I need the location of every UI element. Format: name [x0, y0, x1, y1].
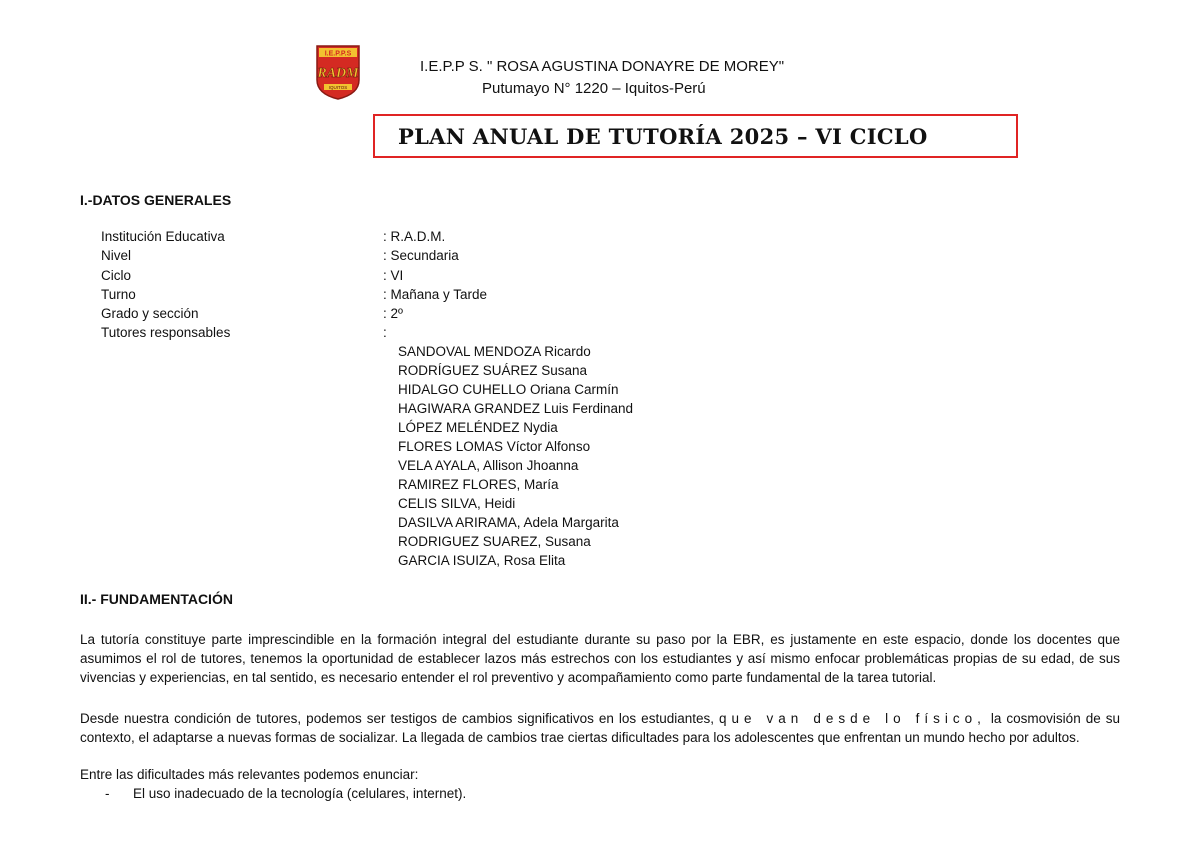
paragraph-2-spaced: que van desde lo físico,: [719, 711, 986, 726]
section-heading-fundamentacion: II.- FUNDAMENTACIÓN: [80, 591, 233, 607]
field-value: : 2º: [383, 306, 403, 321]
field-row-institucion: [101, 229, 701, 248]
tutor-name: RODRIGUEZ SUAREZ, Susana: [398, 534, 591, 549]
field-label: Nivel: [101, 248, 132, 263]
field-label: Turno: [101, 287, 136, 302]
logo-main-text: RADM: [317, 66, 359, 81]
field-value: : R.A.D.M.: [383, 229, 446, 244]
field-value: : VI: [383, 268, 404, 283]
field-value: : Secundaria: [383, 248, 459, 263]
bullet-marker: -: [105, 786, 110, 801]
bullet-item: El uso inadecuado de la tecnología (celulares, internet).: [133, 786, 467, 801]
tutor-name: VELA AYALA, Allison Jhoanna: [398, 458, 579, 473]
section-heading-datos-generales: I.-DATOS GENERALES: [80, 192, 232, 208]
field-label: Tutores responsables: [101, 325, 231, 340]
field-value: : Mañana y Tarde: [383, 287, 488, 302]
field-row-nivel: [101, 248, 701, 267]
field-label: Ciclo: [101, 268, 132, 283]
school-logo-emblem: [314, 44, 362, 100]
tutor-name: GARCIA ISUIZA, Rosa Elita: [398, 553, 566, 568]
school-logo: [314, 44, 362, 100]
field-label: Grado y sección: [101, 306, 199, 321]
paragraph-1: La tutoría constituye parte imprescindible en la formación integral del estudiante durante su paso por la EBR, es justamente en este espacio, donde los docentes que asumimos el rol de tutores, tenemos la oportunidad de establecer lazos más estrechos con los estudiantes y así mismo enfocar problemáticas propias de su edad, de sus vivencias y experiencias, en tal sentido, es necesario entender el rol preventivo y acompañamiento como parte fundamental de la tarea tutorial.: [80, 632, 1120, 685]
field-row-grado: [101, 306, 701, 325]
title-box: [373, 114, 1018, 158]
tutor-name: LÓPEZ MELÉNDEZ Nydia: [398, 420, 558, 435]
school-address: Putumayo N° 1220 – Iquitos-Perú: [482, 80, 706, 97]
paragraph-3: Entre las dificultades más relevantes podemos enunciar:: [80, 767, 419, 782]
field-label: Institución Educativa: [101, 229, 225, 244]
tutor-name: HIDALGO CUHELLO Oriana Carmín: [398, 382, 619, 397]
paragraph-2-start: Desde nuestra condición de tutores, podemos ser testigos de cambios significativos en los estudiantes,: [80, 711, 714, 726]
tutor-name: HAGIWARA GRANDEZ Luis Ferdinand: [398, 401, 634, 416]
paragraph-2-end: la cosmovisión de su contexto, el adaptarse a nuevas formas de socializar. La llegada de cambios trae ciertas dificultades para los adolescentes que enfrentan un mundo hecho por adultos.: [80, 711, 1120, 745]
school-name: I.E.P.P S. " ROSA AGUSTINA DONAYRE DE MOREY": [420, 58, 785, 75]
logo-bottom-text: IQUITOS: [328, 85, 348, 90]
tutor-name: SANDOVAL MENDOZA Ricardo: [398, 344, 591, 359]
field-value: :: [383, 325, 387, 340]
paragraph-2: [80, 709, 1120, 747]
field-row-ciclo: [101, 268, 701, 287]
tutor-name: FLORES LOMAS Víctor Alfonso: [398, 439, 591, 454]
logo-top-text: I.E.P.P.S: [324, 50, 352, 58]
tutor-name: RAMIREZ FLORES, María: [398, 477, 559, 492]
document-title: PLAN ANUAL DE TUTORÍA 2025 – VI CICLO: [398, 124, 928, 149]
tutor-name: CELIS SILVA, Heidi: [398, 496, 516, 511]
field-row-turno: [101, 287, 701, 306]
tutor-name: DASILVA ARIRAMA, Adela Margarita: [398, 515, 619, 530]
field-row-tutores: [101, 325, 701, 344]
tutor-name: RODRÍGUEZ SUÁREZ Susana: [398, 363, 588, 378]
